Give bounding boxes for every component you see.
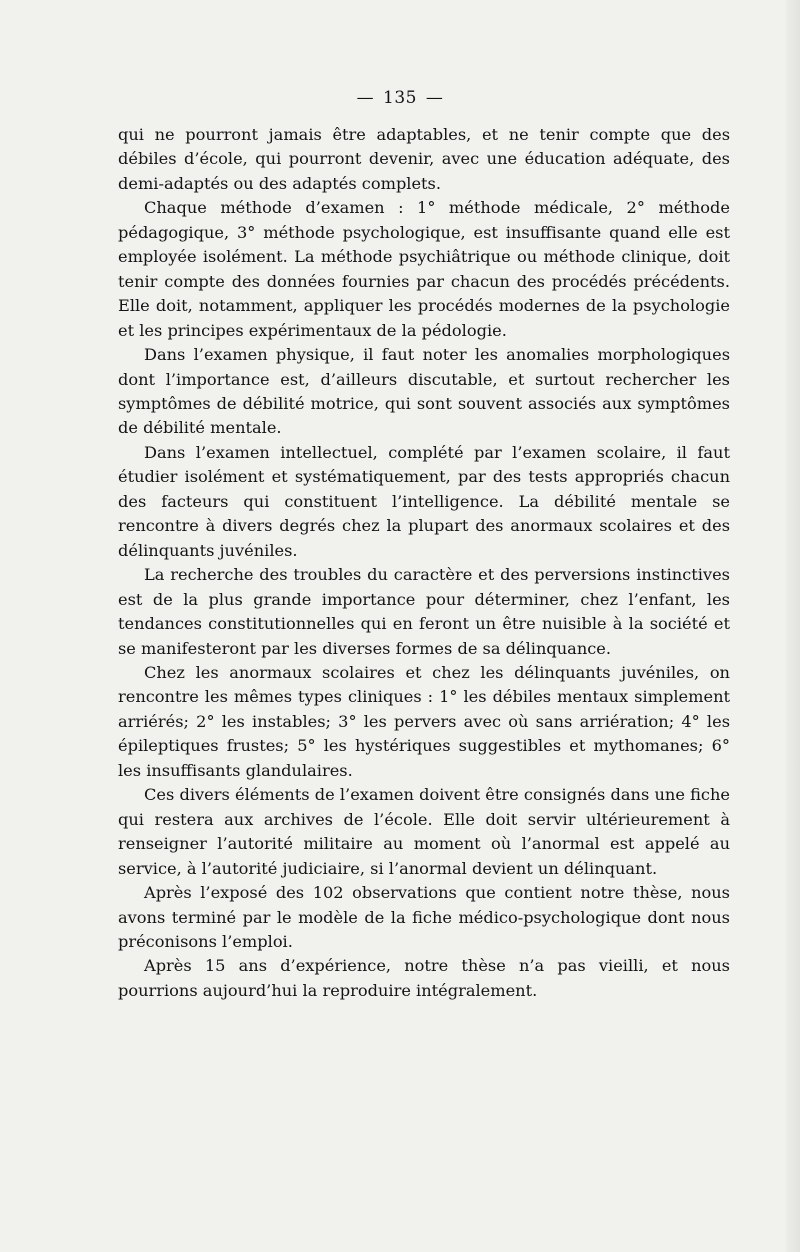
paragraph-physical-exam: Dans l’examen physique, il faut noter les anomalies morphologiques dont l’importance est, d’ailleurs discutable, et surtout rechercher les symptômes de débilité motrice, qui sont souvent associés aux symptômes de débilité mentale. — [118, 345, 730, 438]
paragraph-record-card: Ces divers éléments de l’examen doivent être consignés dans une fiche qui restera aux archives de l’école. Elle doit servir ultérieurement à renseigner l’autorité militaire au moment où l’anormal est appelé au service, à l’autorité judiciaire, si l’anormal devient un délinquant. — [118, 785, 730, 878]
paragraph-continuation: qui ne pourront jamais être adaptables, et ne tenir compte que des débiles d’école, qui pourront devenir, avec une éducation adéquate, des demi-adaptés ou des adaptés complets. — [118, 125, 730, 193]
page-number: — 135 — — [356, 88, 444, 108]
paragraph-methods: Chaque méthode d’examen : 1° méthode médicale, 2° méthode pédagogique, 3° méthode psychologique, est insuffisante quand elle est employée isolément. La méthode psychiâtrique ou méthode clinique, doit tenir compte des données fournies par chacun des procédés précédents. Elle doit, notamment, appliquer les procédés modernes de la psychologie et les principes expérimentaux de la pédologie. — [118, 198, 730, 340]
paragraph-intellectual-exam: Dans l’examen intellectuel, complété par l’examen scolaire, il faut étudier isolément et systématiquement, par des tests appropriés chacun des facteurs qui constituent l’intelligence. La débilité mentale se rencontre à divers degrés chez la plupart des anormaux scolaires et des délinquants juvéniles. — [118, 442, 730, 560]
paragraph-observations: Après l’exposé des 102 observations que contient notre thèse, nous avons terminé par le modèle de la fiche médico-psychologique dont nous préconisons l’emploi. — [118, 883, 730, 951]
paragraph-character-disorders: La recherche des troubles du caractère et des perversions instinctives est de la plus grande importance pour déterminer, chez l’enfant, les tendances constitutionnelles qui en feront un être nuisible à la société et se manifesteront par les diverses formes de sa délinquance. — [118, 565, 730, 658]
paragraph-clinical-types: Chez les anormaux scolaires et chez les délinquants juvéniles, on rencontre les mêmes types cliniques : 1° les débiles mentaux simplement arriérés; 2° les instables; 3° les pervers avec où sans arriération; 4° les épileptiques frustes; 5° les hystériques suggestibles et mythomanes; 6° les insuffisants glandulaires. — [118, 662, 730, 780]
page-edge-shadow — [786, 0, 800, 1252]
body-text — [118, 123, 730, 1003]
paragraph-conclusion: Après 15 ans d’expérience, notre thèse n’a pas vieilli, et nous pourrions aujourd’hui la reproduire intégralement. — [118, 956, 730, 1000]
